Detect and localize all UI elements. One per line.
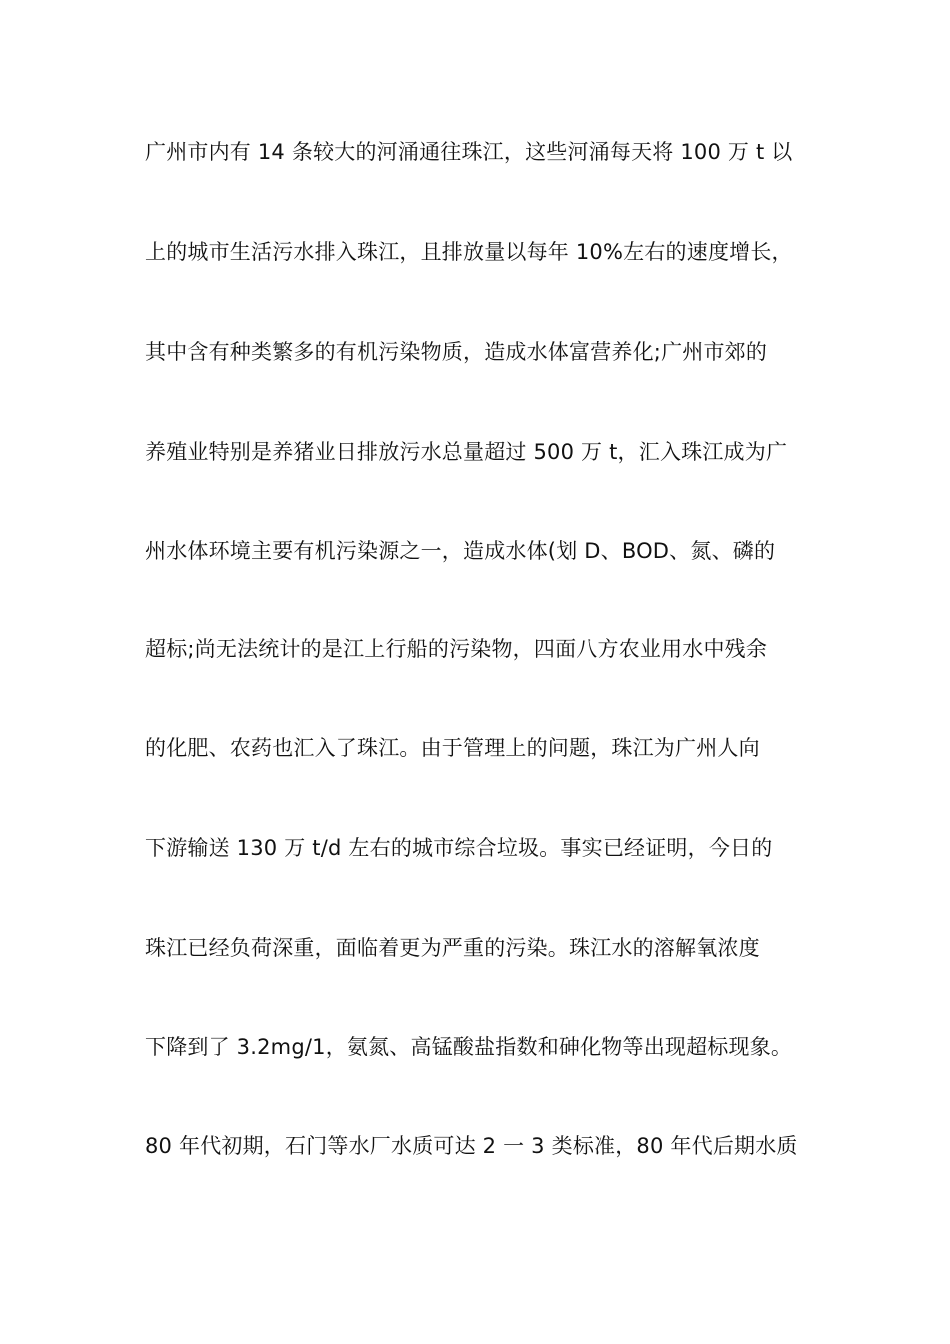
paragraph-line: 养殖业特别是养猪业日排放污水总量超过 500 万 t，汇入珠江成为广 — [145, 440, 788, 464]
paragraph-line: 超标;尚无法统计的是江上行船的污染物，四面八方农业用水中残余 — [145, 637, 768, 661]
paragraph-line: 下游输送 130 万 t/d 左右的城市综合垃圾。事实已经证明，今日的 — [145, 836, 773, 860]
paragraph-line: 80 年代初期，石门等水厂水质可达 2 一 3 类标准，80 年代后期水质 — [145, 1134, 798, 1158]
paragraph-line: 其中含有种类繁多的有机污染物质，造成水体富营养化;广州市郊的 — [145, 340, 768, 364]
paragraph-line: 上的城市生活污水排入珠江，且排放量以每年 10%左右的速度增长， — [145, 240, 793, 264]
paragraph-line: 广州市内有 14 条较大的河涌通往珠江，这些河涌每天将 100 万 t 以 — [145, 140, 793, 164]
paragraph-line: 州水体环境主要有机污染源之一，造成水体(划 D、BOD、氮、磷的 — [145, 539, 776, 563]
paragraph-line: 下降到了 3.2mg/1，氨氮、高锰酸盐指数和砷化物等出现超标现象。 — [145, 1035, 793, 1059]
paragraph-line: 的化肥、农药也汇入了珠江。由于管理上的问题，珠江为广州人向 — [145, 736, 760, 760]
paragraph-line: 珠江已经负荷深重，面临着更为严重的污染。珠江水的溶解氧浓度 — [145, 936, 760, 960]
